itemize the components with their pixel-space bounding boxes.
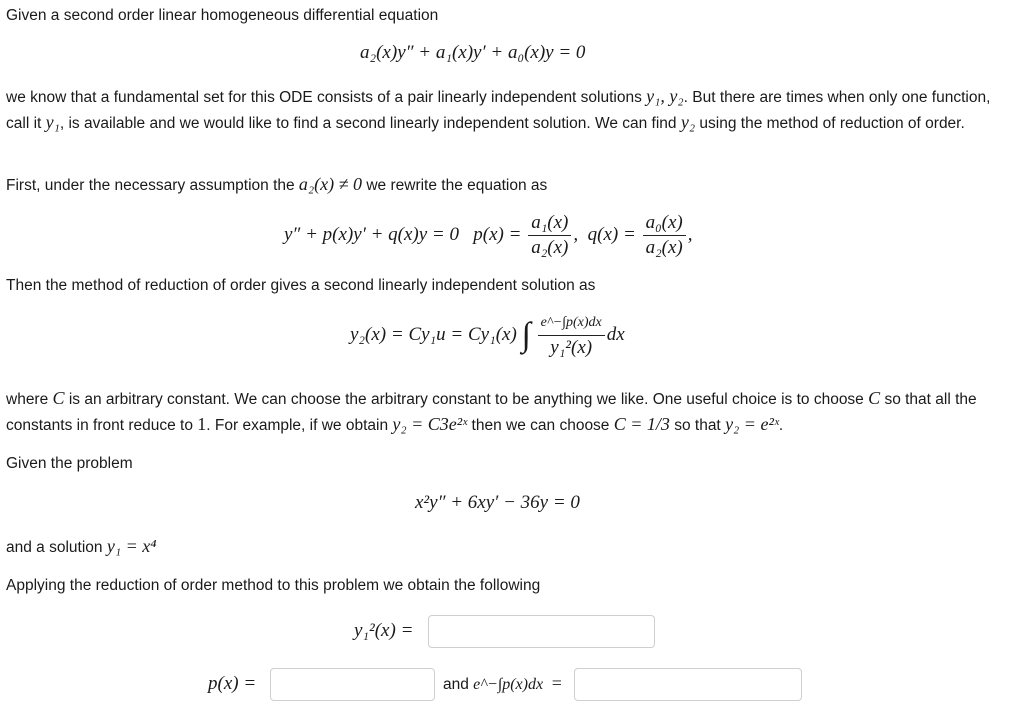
fundamental-set-paragraph [6, 84, 1016, 136]
p4-math-example-1: y₂ = C3e²ˣ [392, 414, 468, 434]
std-p-label: p(x) = [473, 223, 522, 245]
p-fraction [528, 212, 571, 259]
p6-math-solution: y₁ = x⁴ [106, 536, 157, 556]
q-fraction-denominator: a₂(x) [645, 237, 683, 258]
p6-text-1: and a solution [6, 539, 107, 556]
integral-sign: ∫ [521, 316, 531, 354]
std-comma-2: , [687, 223, 693, 245]
p-of-x-label: p(x) = [208, 673, 257, 694]
p4-text-7: . [778, 417, 784, 434]
reduction-intro-paragraph: Then the method of reduction of order gives a second linearly independent solution as [6, 277, 596, 294]
reduction-dx: dx [606, 323, 625, 345]
p2-math-condition: a₂(x) ≠ 0 [298, 174, 363, 194]
given-solution-paragraph [6, 534, 156, 560]
std-lhs: y″ + p(x)y′ + q(x)y = 0 [284, 223, 460, 245]
reduction-lhs: y₂(x) = Cy₁u = Cy₁(x) [350, 323, 517, 345]
standard-form-equation [284, 212, 693, 259]
given-problem-text: Given the problem [6, 455, 133, 472]
and-text: and [443, 676, 474, 693]
p4-text-4: . For example, if we obtain [206, 417, 393, 434]
main-ode-equation: a₂(x)y″ + a₁(x)y′ + a₀(x)y = 0 [360, 42, 586, 63]
p4-text-3: so that all the constants in front reduce to [6, 391, 977, 434]
p1-text-2: . But there are times when only one function, call it [6, 89, 991, 132]
reduction-denominator: y₁²(x) [550, 337, 593, 358]
p-fraction-numerator: a₁(x) [528, 212, 571, 236]
p1-math-y1: y₁ [45, 112, 60, 132]
p4-text-2: is an arbitrary constant. We can choose the arbitrary constant to be anything we like. One useful choice is to choose [64, 391, 869, 408]
q-fraction [643, 212, 686, 259]
intro-text: Given a second order linear homogeneous differential equation [6, 7, 439, 24]
std-q-label: q(x) = [587, 223, 636, 245]
assumption-paragraph [6, 172, 547, 198]
p4-math-C-2: C [868, 388, 881, 408]
p4-text-1: where [6, 391, 53, 408]
exp-integral-label [443, 673, 562, 694]
p1-math-y2: y₂ [680, 112, 696, 132]
std-comma-1: , [573, 223, 579, 245]
p4-math-C-1: C [52, 388, 65, 408]
y1-squared-label: y₁²(x) = [354, 620, 414, 641]
p2-text-2: we rewrite the equation as [362, 177, 548, 194]
p-fraction-denominator: a₂(x) [531, 237, 569, 258]
p-of-x-input[interactable] [270, 668, 435, 701]
reduction-numerator: e^−∫p(x)dx [538, 312, 605, 336]
p4-text-6: so that [669, 417, 726, 434]
p4-math-one: 1 [197, 414, 207, 434]
p1-text-1: we know that a fundamental set for this ODE consists of a pair linearly independent solutions [6, 89, 647, 106]
exp-equals-sign: = [551, 673, 562, 693]
exp-integral-math: e^−∫p(x)dx [473, 676, 544, 693]
reduction-fraction [538, 312, 605, 359]
p2-text-1: First, under the necessary assumption the [6, 177, 299, 194]
problem-equation: x²y″ + 6xy′ − 36y = 0 [415, 492, 580, 513]
exp-integral-input[interactable] [574, 668, 802, 701]
q-fraction-numerator: a₀(x) [643, 212, 686, 236]
reduction-formula [350, 312, 625, 359]
p4-text-5: then we can choose [467, 417, 614, 434]
p1-text-4: using the method of reduction of order. [695, 115, 965, 132]
p1-text-3: , is available and we would like to find a second linearly independent solution. We can find [59, 115, 681, 132]
apply-method-paragraph: Applying the reduction of order method to this problem we obtain the following [6, 577, 541, 594]
p1-math-y1y2: y₁, y₂ [646, 86, 684, 106]
constant-choice-paragraph [6, 386, 1018, 438]
p4-math-example-2: C = 1/3 [613, 414, 670, 434]
y1-squared-input[interactable] [428, 615, 655, 648]
p4-math-example-3: y₂ = e²ˣ [725, 414, 779, 434]
